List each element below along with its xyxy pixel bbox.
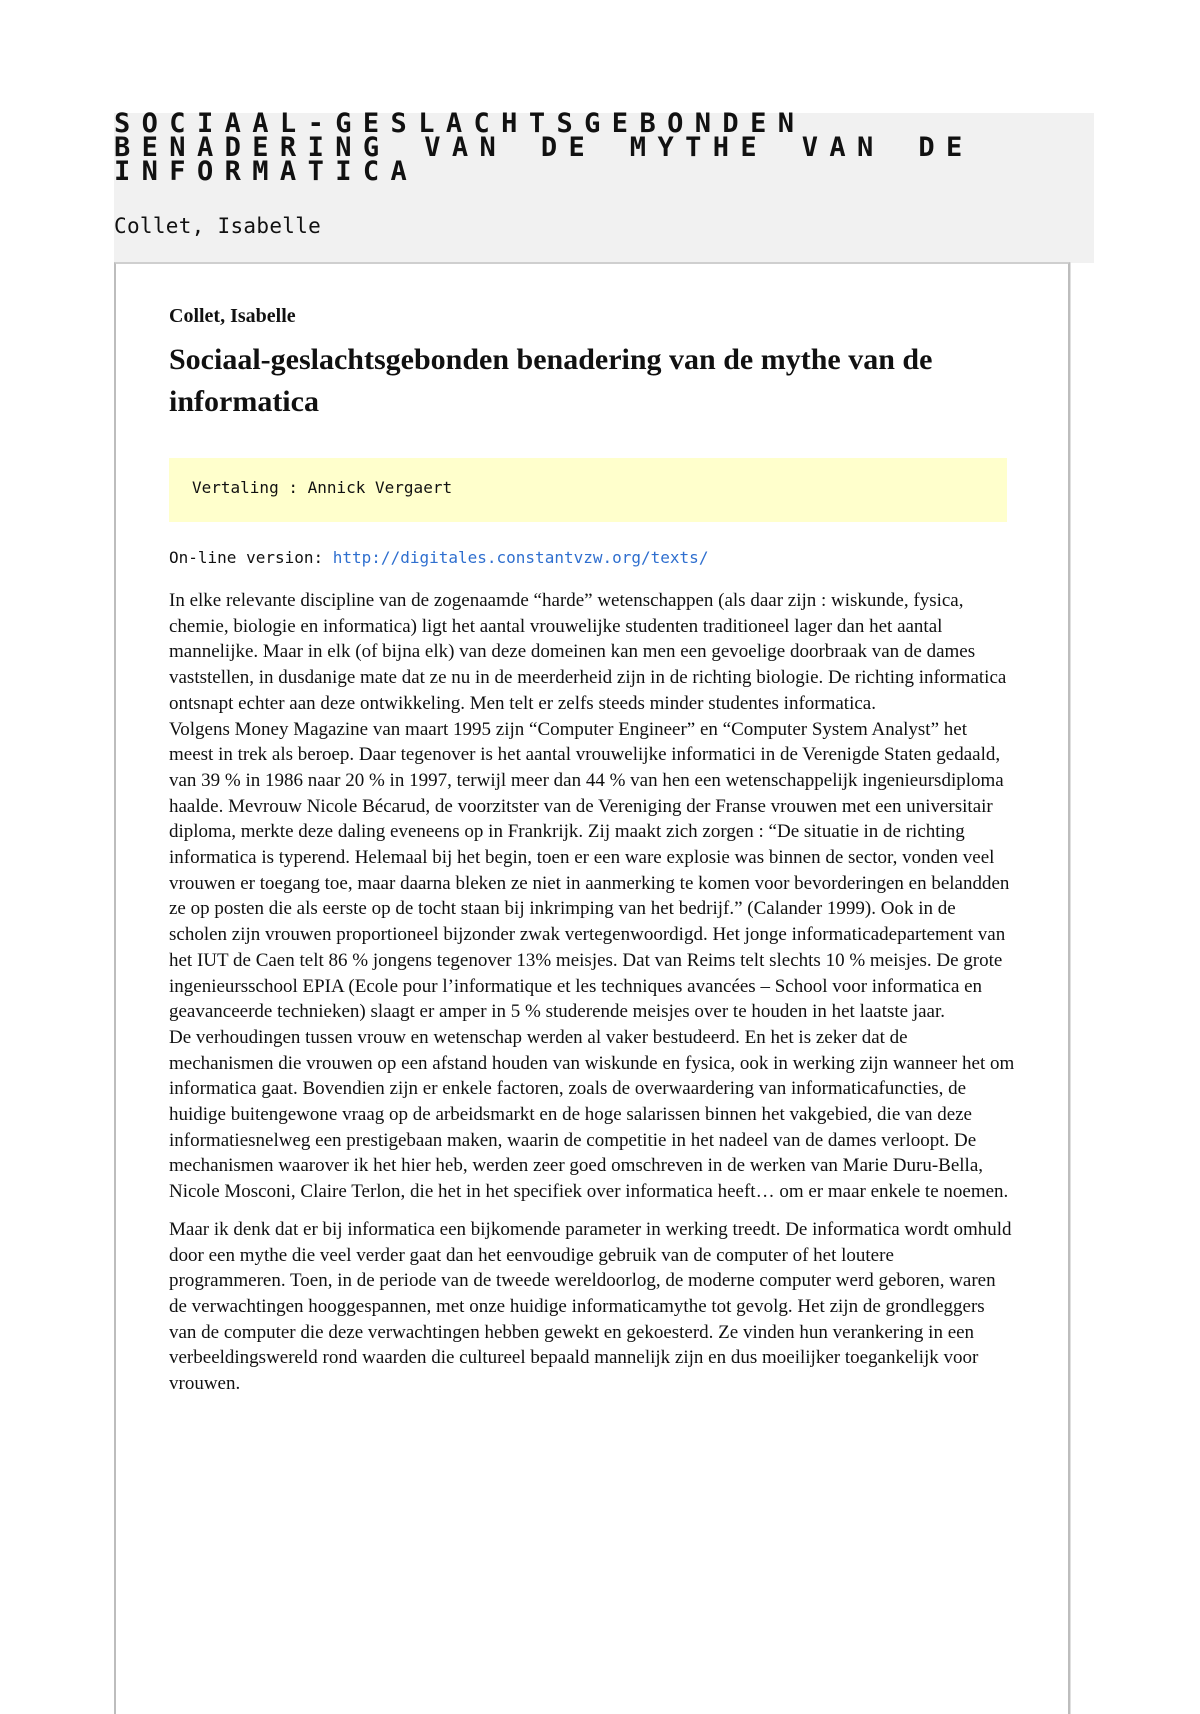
article-body xyxy=(169,588,1015,1397)
translation-credit: Vertaling : Annick Vergaert xyxy=(192,478,453,497)
paragraph: Volgens Money Magazine van maart 1995 zijn “Computer Engineer” en “Computer System Analyst” het meest in trek als beroep. Daar tegenover is het aantal vrouwelijke informatici in de Verenigde Staten gedaald, van 39 % in 1986 naar 20 % in 1997, terwijl meer dan 44 % van hen een wetenschappelijk ingenieursdiploma haalde. Mevrouw Nicole Bécarud, de voorzitster van de Vereniging der Franse vrouwen met een universitair diploma, merkte deze daling eveneens op in Frankrijk. Zij maakt zich zorgen : “De situatie in de richting informatica is typerend. Helemaal bij het begin, toen er een ware explosie was binnen de sector, vonden veel vrouwen er toegang toe, maar daarna bleken ze niet in aanmerking te komen voor bevorderingen en belandden ze op posten die als eerste op de tocht staan bij inkrimping van het bedrijf.” (Calander 1999). Ook in de scholen zijn vrouwen proportioneel bijzonder zwak vertegenwoordigd. Het jonge informaticadepartement van het IUT de Caen telt 86 % jongens tegenover 13% meisjes. Dat van Reims telt slechts 10 % meisjes. De grote ingenieursschool EPIA (Ecole pour l’informatique et les techniques avancées – School voor informatica en geavanceerde technieken) slaagt er amper in 5 % studerende meisjes over te houden in het laatste jaar. xyxy=(169,718,1010,1023)
paragraph: In elke relevante discipline van de zogenaamde “harde” wetenschappen (als daar zijn : wiskunde, fysica, chemie, biologie en informatica) ligt het aantal vrouwelijke studenten traditioneel lager dan het aantal mannelijke. Maar in elk (of bijna elk) van deze domeinen kan men een gevoelige doorbraak van de dames vaststellen, in dusdanige mate dat ze nu in de meerderheid zijn in de richting biologie. De richting informatica ontsnapt echter aan deze ontwikkeling. Men telt er zelfs steeds minder studentes informatica. xyxy=(169,590,1007,714)
article-title: Sociaal-geslachtsgebonden benadering van de mythe van de informatica xyxy=(169,343,933,418)
online-version-link[interactable]: http://digitales.constantvzw.org/texts/ xyxy=(332,548,709,567)
paragraph: Maar ik denk dat er bij informatica een bijkomende parameter in werking treedt. De informatica wordt omhuld door een mythe die veel verder gaat dan het eenvoudige gebruik van de computer of het loutere programmeren. Toen, in de periode van de tweede wereldoorlog, de moderne computer werd geboren, waren de verwachtingen hooggespannen, met onze huidige informaticamythe tot gevolg. Het zijn de grondleggers van de computer die deze verwachtingen hebben gewekt en gekoesterd. Ze vinden hun verankering in een verbeeldingswereld rond waarden die cultureel bepaald mannelijk zijn en dus moeilijker toegankelijk voor vrouwen. xyxy=(169,1218,1012,1395)
online-version-label: On-line version: xyxy=(169,548,333,567)
paragraph: De verhoudingen tussen vrouw en wetenschap werden al vaker bestudeerd. En het is zeker dat de mechanismen die vrouwen op een afstand houden van wiskunde en fysica, ook in werking zijn wanneer het om informatica gaat. Bovendien zijn er enkele factoren, zoals de overwaardering van informaticafuncties, de huidige buitengewone vraag op de arbeidsmarkt en de hoge salarissen binnen het vakgebied, die van deze informatiesnelweg een prestigebaan maken, waarin de competitie in het nadeel van de dames verloopt. De mechanismen waarover ik het hier heb, werden zeer goed omschreven in de werken van Marie Duru-Bella, Nicole Mosconi, Claire Terlon, die het in het specifiek over informatica heeft… om er maar enkele te noemen. xyxy=(169,1026,1015,1203)
document-title: SOCIAAL-GESLACHTSGEBONDEN BENADERING VAN DE MYTHE VAN DE INFORMATICA xyxy=(114,108,974,187)
translation-box xyxy=(169,458,1007,522)
document-author: Collet, Isabelle xyxy=(114,214,322,238)
online-version-line xyxy=(169,548,708,567)
article-author: Collet, Isabelle xyxy=(169,305,296,327)
